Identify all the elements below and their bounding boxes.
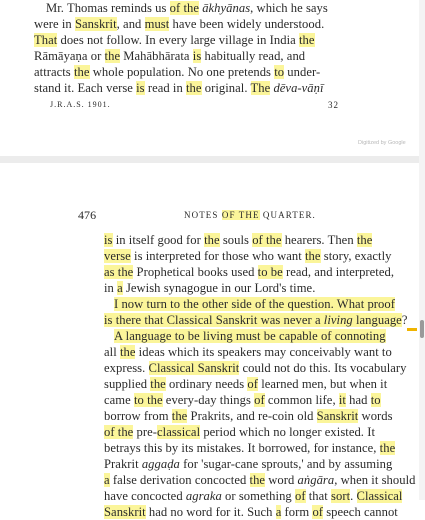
text-line: is there that Classical Sanskrit was never a living language? <box>104 313 408 327</box>
text-line: attracts the whole population. No one pretends to under- <box>34 65 321 79</box>
page-footer-right: 32 <box>328 100 339 110</box>
running-head: NOTES OF THE QUARTER. <box>184 210 316 220</box>
text-line: came to the every-day things of common life, it had to <box>104 393 381 407</box>
text-line: Rāmāyaṇa or the Mahābhārata is habitually read, and <box>34 49 306 63</box>
text-line: betrays this by its mistakes. It borrowed, for instance, the <box>104 441 396 455</box>
search-hit-marker[interactable] <box>407 328 417 331</box>
digitized-watermark: Digitized by Google <box>358 140 406 146</box>
page-footer-left: J.R.A.S. 1901. <box>50 100 111 109</box>
scrollbar-thumb[interactable] <box>420 320 424 338</box>
page-gap <box>0 156 425 163</box>
text-line: That does not follow. In every large village in India the <box>34 33 315 47</box>
text-line: Mr. Thomas reminds us of the ākhyānas, which he says <box>46 1 328 15</box>
text-line: verse is interpreted for those who want the story, exactly <box>104 249 392 263</box>
text-line: were in Sanskrit, and must have been widely understood. <box>34 17 325 31</box>
page-previous <box>26 0 398 156</box>
text-line: is in itself good for the souls of the hearers. Then the <box>104 233 373 247</box>
text-line: all the ideas which its speakers may conceivably want to <box>104 345 392 359</box>
text-line: as the Prophetical books used to be read, and interpreted, <box>104 265 395 279</box>
text-line: in a Jewish synagogue in our Lord's time. <box>104 281 316 295</box>
text-line: borrow from the Prakrits, and re-coin old Sanskrit words <box>104 409 393 423</box>
text-line: Sanskrit had no word for it. Such a form of speech cannot <box>104 505 398 519</box>
text-line: A language to be living must be capable of connoting <box>114 329 386 343</box>
text-line: a false derivation concocted the word aṅgāra, when it should <box>104 473 416 487</box>
text-line: Prakrit aggaḍa for 'sugar-cane sprouts,' and by assuming <box>104 457 393 471</box>
text-line: express. Classical Sanskrit could not do this. Its vocabulary <box>104 361 407 375</box>
vertical-scrollbar[interactable] <box>419 0 425 500</box>
page-number: 476 <box>78 208 97 222</box>
text-line: I now turn to the other side of the question. What proof <box>114 297 395 311</box>
text-line: of the pre-classical period which no longer existed. It <box>104 425 375 439</box>
text-line: supplied the ordinary needs of learned men, but when it <box>104 377 388 391</box>
text-line: stand it. Each verse is read in the original. The dēva-vāṇī <box>34 81 324 95</box>
page-current <box>26 163 416 519</box>
text-line: have concocted agraka or something of that sort. Classical <box>104 489 403 503</box>
